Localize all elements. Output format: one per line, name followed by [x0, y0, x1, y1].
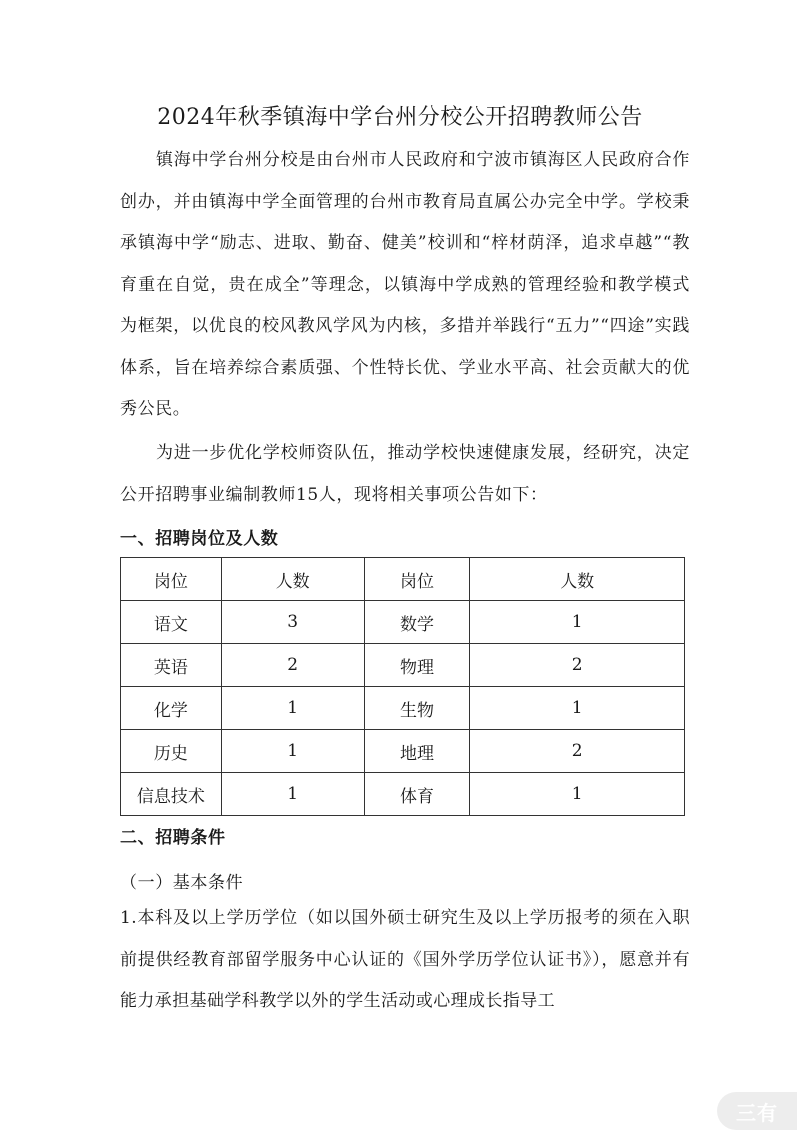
table-cell: 生物 [364, 687, 470, 730]
table-cell: 2 [470, 644, 685, 687]
table-row [121, 687, 685, 730]
table-cell: 历史 [121, 730, 222, 773]
table-cell: 体育 [364, 773, 470, 816]
table-cell: 语文 [121, 601, 222, 644]
positions-table [120, 557, 685, 816]
table-cell: 3 [221, 601, 364, 644]
section-heading-positions: 一、招聘岗位及人数 [120, 529, 279, 549]
section-heading-conditions: 二、招聘条件 [120, 828, 226, 848]
table-cell: 1 [221, 773, 364, 816]
table-cell: 2 [470, 730, 685, 773]
table-cell: 1 [470, 773, 685, 816]
table-row [121, 730, 685, 773]
table-cell: 信息技术 [121, 773, 222, 816]
purpose-paragraph: 为进一步优化学校师资队伍，推动学校快速健康发展，经研究，决定公开招聘事业编制教师15人，现将相关事项公告如下： [120, 443, 690, 505]
table-cell: 英语 [121, 644, 222, 687]
table-cell: 1 [221, 730, 364, 773]
header-cell: 岗位 [121, 558, 222, 601]
table-cell: 物理 [364, 644, 470, 687]
watermark-logo: 三有 [717, 1092, 797, 1130]
table-cell: 2 [221, 644, 364, 687]
table-cell: 地理 [364, 730, 470, 773]
table-cell: 1 [470, 601, 685, 644]
header-cell: 人数 [470, 558, 685, 601]
header-cell: 人数 [221, 558, 364, 601]
table-header-row [121, 558, 685, 601]
subsection-heading-basic: （一）基本条件 [120, 873, 244, 893]
table-cell: 1 [470, 687, 685, 730]
table-row [121, 773, 685, 816]
header-cell: 岗位 [364, 558, 470, 601]
table-row [121, 601, 685, 644]
intro-paragraph: 镇海中学台州分校是由台州市人民政府和宁波市镇海区人民政府合作创办，并由镇海中学全面管理的台州市教育局直属公办完全中学。学校秉承镇海中学“励志、进取、勤奋、健美”校训和“梓材荫泽，追求卓越”“教育重在自觉，贵在成全”等理念，以镇海中学成熟的管理经验和教学模式为框架，以优良的校风教风学风为内核，多措并举践行“五力”“四途”实践体系，旨在培养综合素质强、个性特长优、学业水平高、社会贡献大的优秀公民。 [120, 150, 690, 419]
condition-1-text: 1.本科及以上学历学位（如以国外硕士研究生及以上学历报考的须在入职前提供经教育部留学服务中心认证的《国外学历学位认证书》），愿意并有能力承担基础学科教学以外的学生活动或心理成长指导工 [120, 908, 690, 1011]
table-cell: 1 [221, 687, 364, 730]
document-title: 2024年秋季镇海中学台州分校公开招聘教师公告 [157, 105, 643, 130]
table-cell: 数学 [364, 601, 470, 644]
table-cell: 化学 [121, 687, 222, 730]
table-row [121, 644, 685, 687]
